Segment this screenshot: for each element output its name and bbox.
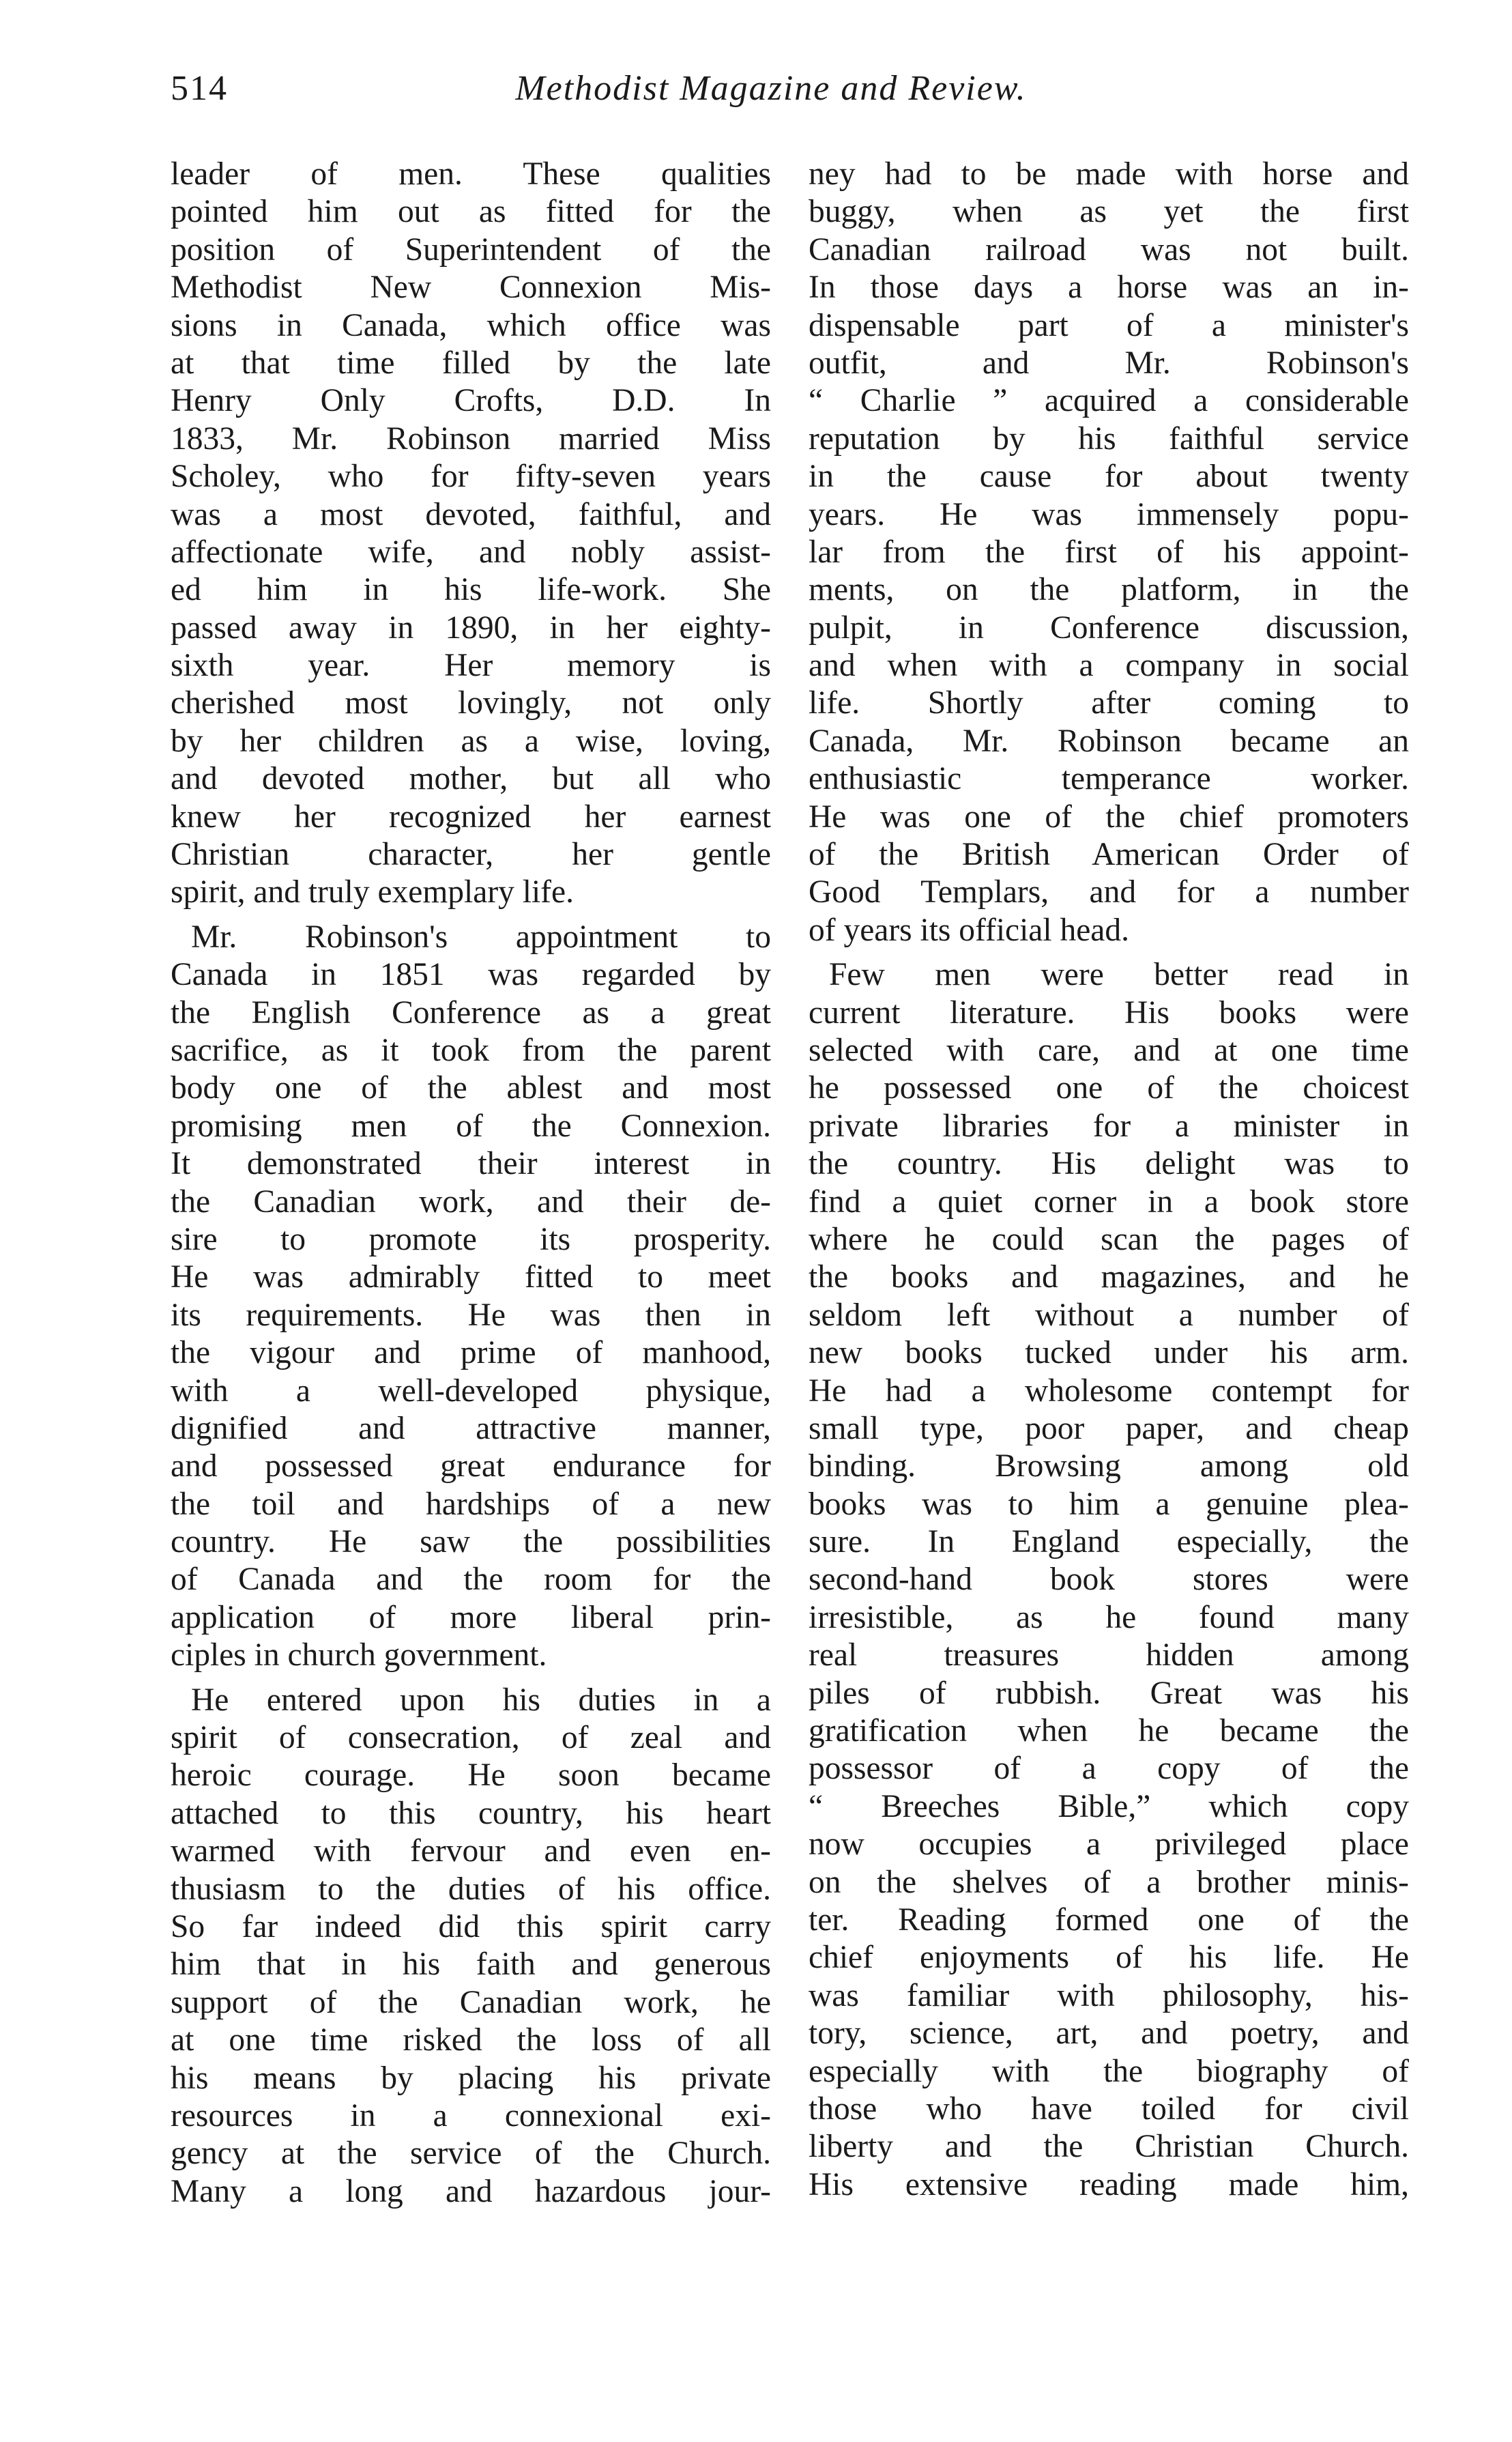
running-title: Methodist Magazine and Review. xyxy=(515,69,1027,108)
text-line: the country. His delight was to xyxy=(809,1146,1409,1182)
text-line: its requirements. He was then in xyxy=(171,1297,771,1333)
text-line: He was one of the chief promoters xyxy=(809,799,1409,835)
page-number: 514 xyxy=(171,69,228,108)
text-line: ments, on the platform, in the xyxy=(809,572,1409,608)
text-line: chief enjoyments of his life. He xyxy=(809,1940,1409,1976)
text-line: was a most devoted, faithful, and xyxy=(171,496,771,532)
text-line: gency at the service of the Church. xyxy=(171,2136,771,2172)
text-line: So far indeed did this spirit carry xyxy=(171,1908,771,1944)
text-line: he possessed one of the choicest xyxy=(809,1070,1409,1106)
text-line: gratification when he became the xyxy=(809,1713,1409,1749)
text-line: piles of rubbish. Great was his xyxy=(809,1675,1409,1711)
text-line: resources in a connexional exi- xyxy=(171,2097,771,2134)
text-line: and when with a company in social xyxy=(809,648,1409,684)
text-line: leader of men. These qualities xyxy=(171,156,771,192)
text-line: years. He was immensely popu- xyxy=(809,496,1409,532)
text-line: him that in his faith and generous xyxy=(171,1947,771,1983)
text-line: Many a long and hazardous jour- xyxy=(171,2173,771,2209)
text-line: heroic courage. He soon became xyxy=(171,1757,771,1794)
text-line: Few men were better read in xyxy=(829,957,1409,993)
text-line: sire to promote its prosperity. xyxy=(171,1221,771,1257)
text-line: sure. In England especially, the xyxy=(809,1524,1409,1560)
text-line: country. He saw the possibilities xyxy=(171,1524,771,1560)
text-line: now occupies a privileged place xyxy=(809,1826,1409,1863)
text-line: cherished most lovingly, not only xyxy=(171,685,771,721)
text-line: reputation by his faithful service xyxy=(809,420,1409,457)
text-line: passed away in 1890, in her eighty- xyxy=(171,609,771,646)
text-line: In those days a horse was an in- xyxy=(809,270,1409,306)
text-line: and possessed great endurance for xyxy=(171,1448,771,1484)
text-line: seldom left without a number of xyxy=(809,1297,1409,1333)
text-line: tory, science, art, and poetry, and xyxy=(809,2015,1409,2052)
text-line: real treasures hidden among xyxy=(809,1637,1409,1674)
text-line: attached to this country, his heart xyxy=(171,1795,771,1831)
text-line: Mr. Robinson's appointment to xyxy=(191,919,771,955)
text-line: spirit of consecration, of zeal and xyxy=(171,1720,771,1756)
text-line: dispensable part of a minister's xyxy=(809,307,1409,343)
text-line: by her children as a wise, loving, xyxy=(171,723,771,759)
text-line: liberty and the Christian Church. xyxy=(809,2129,1409,2165)
text-line: irresistible, as he found many xyxy=(809,1599,1409,1635)
text-line: Canada in 1851 was regarded by xyxy=(171,957,771,993)
text-line: pointed him out as fitted for the xyxy=(171,194,771,230)
text-line: application of more liberal prin- xyxy=(171,1599,771,1635)
text-line: lar from the first of his appoint- xyxy=(809,534,1409,570)
text-line: Canada, Mr. Robinson became an xyxy=(809,723,1409,759)
text-line: Christian character, her gentle xyxy=(171,837,771,873)
text-line: at one time risked the loss of all xyxy=(171,2022,771,2058)
text-line: It demonstrated their interest in xyxy=(171,1146,771,1182)
text-line: the vigour and prime of manhood, xyxy=(171,1335,771,1371)
text-line: position of Superintendent of the xyxy=(171,231,771,268)
text-line: of years its official head. xyxy=(809,912,1129,948)
text-line: He had a wholesome contempt for xyxy=(809,1373,1409,1409)
text-line: the English Conference as a great xyxy=(171,994,771,1031)
text-line: ter. Reading formed one of the xyxy=(809,1901,1409,1938)
text-line: books was to him a genuine plea- xyxy=(809,1486,1409,1522)
text-line: support of the Canadian work, he xyxy=(171,1984,771,2020)
text-line: binding. Browsing among old xyxy=(809,1448,1409,1484)
text-line: sacrifice, as it took from the parent xyxy=(171,1032,771,1068)
text-line: Scholey, who for fifty-seven years xyxy=(171,459,771,495)
text-line: with a well-developed physique, xyxy=(171,1373,771,1409)
text-line: those who have toiled for civil xyxy=(809,2091,1409,2127)
text-line: of the British American Order of xyxy=(809,837,1409,873)
text-line: Henry Only Crofts, D.D. In xyxy=(171,383,771,419)
text-line: pulpit, in Conference discussion, xyxy=(809,609,1409,646)
text-line: dignified and attractive manner, xyxy=(171,1410,771,1446)
text-line: He was admirably fitted to meet xyxy=(171,1259,771,1295)
text-line: his means by placing his private xyxy=(171,2060,771,2096)
text-line: private libraries for a minister in xyxy=(809,1108,1409,1144)
text-line: promising men of the Connexion. xyxy=(171,1108,771,1144)
text-line: “ Charlie ” acquired a considerable xyxy=(809,383,1409,419)
text-line: affectionate wife, and nobly assist- xyxy=(171,534,771,570)
text-line: ciples in church government. xyxy=(171,1637,547,1674)
text-line: of Canada and the room for the xyxy=(171,1562,771,1598)
text-line: where he could scan the pages of xyxy=(809,1221,1409,1257)
text-line: especially with the biography of xyxy=(809,2053,1409,2089)
text-line: the toil and hardships of a new xyxy=(171,1486,771,1522)
page-header xyxy=(171,68,1371,130)
text-line: in the cause for about twenty xyxy=(809,459,1409,495)
text-line: new books tucked under his arm. xyxy=(809,1335,1409,1371)
text-line: Methodist New Connexion Mis- xyxy=(171,270,771,306)
text-line: current literature. His books were xyxy=(809,994,1409,1031)
text-line: 1833, Mr. Robinson married Miss xyxy=(171,420,771,457)
text-line: body one of the ablest and most xyxy=(171,1070,771,1106)
text-line: Good Templars, and for a number xyxy=(809,874,1409,910)
text-line: sixth year. Her memory is xyxy=(171,648,771,684)
text-line: spirit, and truly exemplary life. xyxy=(171,874,574,910)
text-line: the books and magazines, and he xyxy=(809,1259,1409,1295)
text-line: ed him in his life-work. She xyxy=(171,572,771,608)
text-line: life. Shortly after coming to xyxy=(809,685,1409,721)
text-line: thusiasm to the duties of his office. xyxy=(171,1871,771,1907)
text-line: warmed with fervour and even en- xyxy=(171,1833,771,1869)
text-line: second-hand book stores were xyxy=(809,1562,1409,1598)
text-line: possessor of a copy of the xyxy=(809,1751,1409,1787)
text-line: small type, poor paper, and cheap xyxy=(809,1410,1409,1446)
text-line: outfit, and Mr. Robinson's xyxy=(809,345,1409,381)
text-line: enthusiastic temperance worker. xyxy=(809,761,1409,797)
text-line: find a quiet corner in a book store xyxy=(809,1183,1409,1220)
text-line: on the shelves of a brother minis- xyxy=(809,1864,1409,1900)
text-line: knew her recognized her earnest xyxy=(171,799,771,835)
text-line: sions in Canada, which office was xyxy=(171,307,771,343)
text-line: was familiar with philosophy, his- xyxy=(809,1977,1409,2013)
text-line: “ Breeches Bible,” which copy xyxy=(809,1788,1409,1824)
text-line: ney had to be made with horse and xyxy=(809,156,1409,192)
text-line: at that time filled by the late xyxy=(171,345,771,381)
text-line: and devoted mother, but all who xyxy=(171,761,771,797)
text-line: selected with care, and at one time xyxy=(809,1032,1409,1068)
text-column-right xyxy=(809,156,1409,2204)
text-column-left xyxy=(171,156,771,2211)
text-line: His extensive reading made him, xyxy=(809,2166,1409,2202)
text-line: buggy, when as yet the first xyxy=(809,194,1409,230)
text-line: the Canadian work, and their de- xyxy=(171,1183,771,1220)
text-line: Canadian railroad was not built. xyxy=(809,231,1409,268)
text-line: He entered upon his duties in a xyxy=(191,1682,771,1718)
